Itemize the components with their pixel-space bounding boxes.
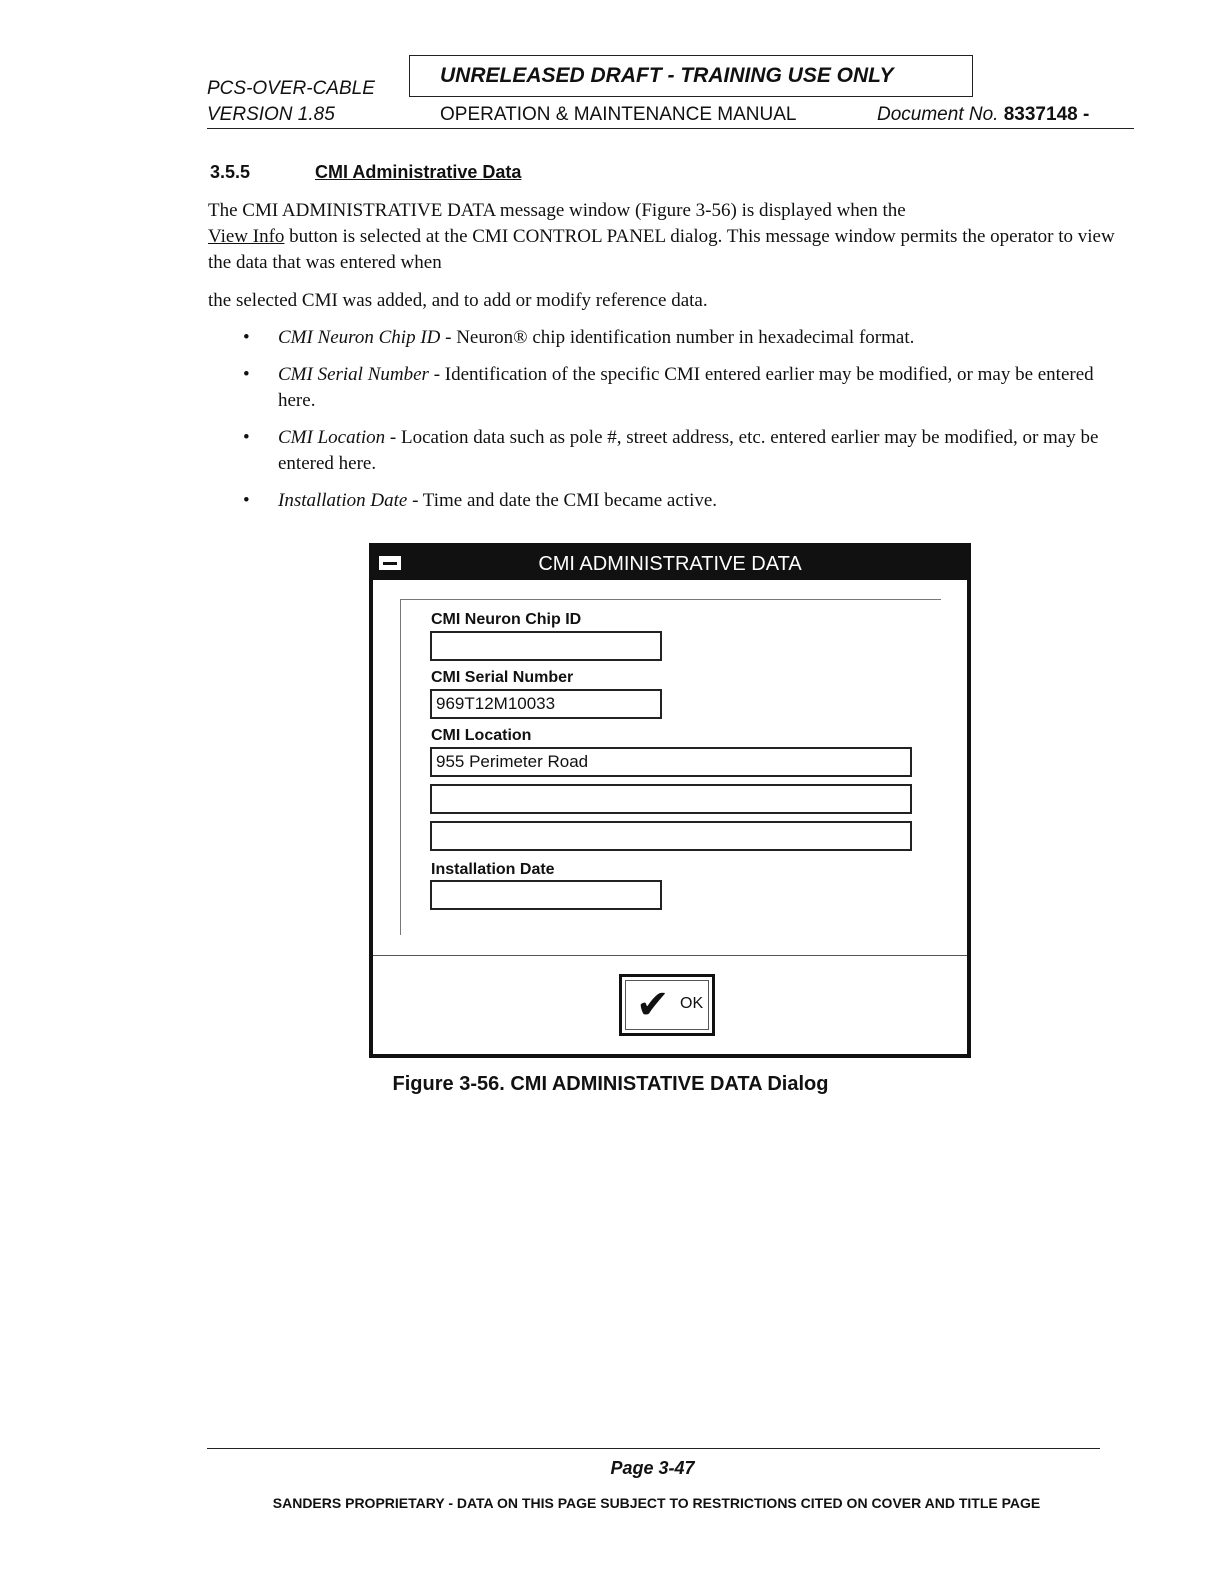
list-item: • CMI Neuron Chip ID - Neuron® chip identification number in hexadecimal format. [243,327,915,348]
header-banner: UNRELEASED DRAFT - TRAINING USE ONLY [440,64,894,87]
paragraph-intro [208,198,1128,276]
bullet-text: - Neuron® chip identification number in hexadecimal format. [440,327,915,348]
field-description-list [243,325,1133,525]
list-item: • CMI Location - Location data such as pole #, street address, etc. entered earlier may be modified, or may be entered here. [243,427,1099,474]
dialog-titlebar[interactable] [373,547,967,580]
view-info-link[interactable]: View Info [208,226,285,247]
dialog-separator [373,955,967,956]
bullet-term: Installation Date [278,490,408,511]
header-rule [207,128,1134,129]
list-item: • CMI Serial Number - Identification of the specific CMI entered earlier may be modified, or may be entered here. [243,364,1094,411]
doc-prefix: Document No. [877,104,999,125]
installation-date-label: Installation Date [431,861,555,878]
footer-rule [207,1448,1100,1449]
header-product: PCS-OVER-CABLE [207,78,375,99]
ok-button-face [625,980,709,1030]
chip-id-input[interactable] [430,631,662,661]
checkmark-icon: ✔ [636,982,670,1027]
bullet-term: CMI Neuron Chip ID [278,327,441,348]
installation-date-input[interactable] [430,880,662,910]
chip-id-label: CMI Neuron Chip ID [431,611,582,628]
location-label: CMI Location [431,727,532,744]
paragraph-intro-part2: button is selected at the CMI CONTROL PANEL dialog. This message window permits the operator to view the data that was entered when [208,226,1115,273]
header-document-number [877,104,1089,126]
section-number: 3.5.5 [210,162,251,182]
paragraph-added: the selected CMI was added, and to add or modify reference data. [208,290,708,311]
dialog-title: CMI ADMINISTRATIVE DATA [538,553,802,575]
list-item: • Installation Date - Time and date the CMI became active. [243,490,718,511]
header-version: VERSION 1.85 [207,104,335,125]
doc-number: 8337148 - [1003,104,1090,125]
paragraph-intro-part1: The CMI ADMINISTRATIVE DATA message window (Figure 3-56) is displayed when the [208,200,906,221]
ok-label: OK [680,995,704,1012]
proprietary-notice: SANDERS PROPRIETARY - DATA ON THIS PAGE SUBJECT TO RESTRICTIONS CITED ON COVER AND TITLE PAGE [272,1495,1041,1511]
serial-number-label: CMI Serial Number [431,669,574,686]
cmi-admin-dialog [369,543,971,1058]
bullet-term: CMI Serial Number [278,364,429,385]
page-number: Page 3-47 [610,1458,695,1478]
ok-button[interactable] [619,974,715,1036]
section-title: CMI Administrative Data [315,162,522,182]
bullet-text: - Location data such as pole #, street address, etc. entered earlier may be modified, or may be entered here. [278,427,1099,474]
location-input-line1[interactable]: 955 Perimeter Road [430,747,912,777]
location-input-line3[interactable] [430,821,912,851]
serial-number-input[interactable]: 969T12M10033 [430,689,662,719]
location-input-line2[interactable] [430,784,912,814]
figure-caption: Figure 3-56. CMI ADMINISTATIVE DATA Dialog [392,1073,829,1095]
bullet-text: - Time and date the CMI became active. [407,490,718,511]
bullet-term: CMI Location [278,427,386,448]
header-manual: OPERATION & MAINTENANCE MANUAL [440,104,797,125]
bullet-text: - Identification of the specific CMI entered earlier may be modified, or may be entered here. [278,364,1094,411]
